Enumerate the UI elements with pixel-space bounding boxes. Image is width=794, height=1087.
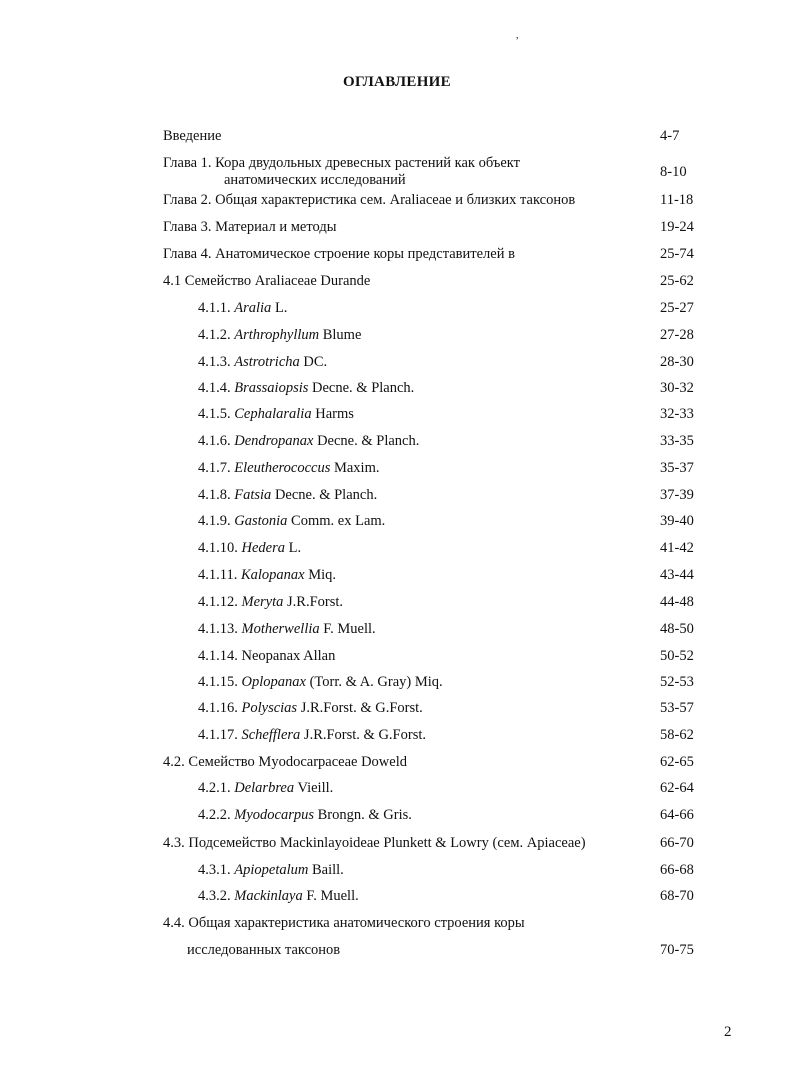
toc-text: 4.1.2. [198, 327, 235, 343]
toc-text: 4.1.8. [198, 487, 235, 503]
toc-page-range: 43-44 [660, 567, 694, 583]
toc-text: J.R.Forst. & G.Forst. [297, 700, 423, 716]
toc-page-range: 62-64 [660, 780, 694, 796]
toc-text: 4.1.13. [198, 621, 242, 637]
toc-entry-title [198, 354, 327, 371]
toc-entry-title [198, 433, 419, 450]
toc-text: 4.1.7. [198, 460, 235, 476]
taxon-name: Mackinlaya [234, 888, 303, 904]
toc-page-range: 25-74 [660, 246, 694, 262]
taxon-name: Dendropanax [234, 433, 314, 449]
toc-page-range: 66-70 [660, 835, 694, 851]
toc-page-range: 30-32 [660, 380, 694, 396]
toc-text: F. Muell. [302, 888, 359, 904]
toc-entry-title [163, 835, 586, 852]
toc-text: Глава 1. Кора двудольных древесных растений как объект [163, 155, 520, 171]
toc-page-range: 66-68 [660, 862, 694, 878]
toc-text: 4.1.15. [198, 674, 242, 690]
toc-entry-title [198, 406, 354, 423]
toc-page-range: 8-10 [660, 164, 687, 180]
toc-entry-title [163, 219, 336, 236]
taxon-name: Motherwellia [241, 621, 320, 637]
toc-text: 4.1.4. [198, 380, 235, 396]
toc-page-range: 68-70 [660, 888, 694, 904]
toc-text: Глава 4. Анатомическое строение коры представителей в [163, 246, 515, 262]
toc-page-range: 39-40 [660, 513, 694, 529]
toc-entry-title [163, 128, 221, 145]
taxon-name: Myodocarpus [234, 807, 314, 823]
toc-entry-title [198, 327, 361, 344]
toc-entry-title [198, 674, 443, 691]
toc-text: Глава 3. Материал и методы [163, 219, 337, 235]
toc-entry-title [163, 273, 370, 290]
toc-text: Введение [163, 128, 222, 144]
toc-entry-title [198, 567, 336, 584]
toc-text: Decne. & Planch. [313, 433, 420, 449]
toc-page-range: 70-75 [660, 942, 694, 958]
toc-page-range: 32-33 [660, 406, 694, 422]
toc-page-range: 53-57 [660, 700, 694, 716]
toc-text: Maxim. [330, 460, 380, 476]
toc-entry-title [198, 888, 359, 905]
taxon-name: Apiopetalum [234, 862, 309, 878]
toc-text: (Torr. & A. Gray) Miq. [305, 674, 443, 690]
toc-text: 4.1.9. [198, 513, 235, 529]
toc-text: DC. [299, 354, 328, 370]
toc-entry-title [198, 594, 343, 611]
taxon-name: Polyscias [241, 700, 298, 716]
page-number: 2 [724, 1024, 732, 1040]
toc-page-range: 11-18 [660, 192, 694, 208]
toc-entry-title [198, 540, 301, 557]
toc-page-range: 64-66 [660, 807, 694, 823]
taxon-name: Astrotricha [234, 354, 300, 370]
toc-text: J.R.Forst. & G.Forst. [300, 727, 426, 743]
toc-page-range: 33-35 [660, 433, 694, 449]
toc-page-range: 52-53 [660, 674, 694, 690]
toc-text: Comm. ex Lam. [287, 513, 386, 529]
taxon-name: Arthrophyllum [234, 327, 320, 343]
toc-page-range: 58-62 [660, 727, 694, 743]
toc-entry-title [198, 700, 423, 717]
taxon-name: Schefflera [241, 727, 301, 743]
taxon-name: Kalopanax [240, 567, 305, 583]
toc-entry-title [198, 380, 414, 397]
taxon-name: Brassaiopsis [234, 380, 309, 396]
toc-text: 4.1.10. [198, 540, 242, 556]
toc-text: 4.2.1. [198, 780, 235, 796]
toc-entry-title [198, 727, 426, 744]
toc-text: 4.1.14. Neopanax Allan [198, 648, 336, 664]
taxon-name: Aralia [234, 300, 272, 316]
toc-text: 4.1.11. [198, 567, 241, 583]
toc-text: Harms [311, 406, 354, 422]
toc-entry-title [198, 300, 287, 317]
toc-text: 4.1.12. [198, 594, 242, 610]
toc-entry-title [198, 513, 385, 530]
toc-entry-title [198, 460, 379, 477]
taxon-name: Oplopanax [241, 674, 306, 690]
toc-entry-title [163, 915, 525, 932]
toc-text: Miq. [304, 567, 337, 583]
toc-text: Brongn. & Gris. [314, 807, 412, 823]
toc-page-range: 62-65 [660, 754, 694, 770]
toc-entry-title [163, 754, 407, 771]
toc-page-range: 41-42 [660, 540, 694, 556]
toc-text: 4.1.1. [198, 300, 235, 316]
toc-text: 4.4. Общая характеристика анатомического строения коры [163, 915, 525, 931]
toc-entry-title [198, 807, 412, 824]
taxon-name: Hedera [241, 540, 285, 556]
taxon-name: Meryta [241, 594, 284, 610]
taxon-name: Cephalaralia [234, 406, 312, 422]
toc-page-range: 48-50 [660, 621, 694, 637]
toc-entry-title [198, 648, 335, 665]
toc-page-range: 25-27 [660, 300, 694, 316]
toc-text: 4.3.1. [198, 862, 235, 878]
toc-text: 4.1.16. [198, 700, 242, 716]
toc-text: 4.3. Подсемейство Mackinlayoideae Plunkett & Lowry (сем. Apiaceae) [163, 835, 586, 851]
toc-text: 4.1 Семейство Araliaceae Durande [163, 273, 371, 289]
toc-text: Baill. [308, 862, 344, 878]
page-title: ОГЛАВЛЕНИЕ [343, 74, 451, 90]
toc-text: 4.2.2. [198, 807, 235, 823]
toc-entry-continuation: анатомических исследований [224, 172, 406, 188]
toc-text: Глава 2. Общая характеристика сем. Araliaceae и близких таксонов [163, 192, 576, 208]
toc-entry-title [198, 487, 377, 504]
toc-page-range: 27-28 [660, 327, 694, 343]
toc-page-range: 37-39 [660, 487, 694, 503]
taxon-name: Eleutherococcus [234, 460, 331, 476]
toc-text: 4.1.6. [198, 433, 235, 449]
toc-page-range: 50-52 [660, 648, 694, 664]
toc-text: исследованных таксонов [187, 942, 341, 958]
taxon-name: Delarbrea [234, 780, 295, 796]
toc-page-range: 28-30 [660, 354, 694, 370]
toc-page-range: 19-24 [660, 219, 694, 235]
toc-text: J.R.Forst. [283, 594, 344, 610]
toc-text: F. Muell. [319, 621, 376, 637]
taxon-name: Gastonia [234, 513, 288, 529]
toc-page-range: 4-7 [660, 128, 680, 144]
toc-entry-title [198, 621, 376, 638]
toc-entry-title [163, 246, 515, 263]
toc-page-range: 44-48 [660, 594, 694, 610]
toc-text: L. [285, 540, 302, 556]
toc-text: L. [271, 300, 288, 316]
toc-entry-title [163, 192, 575, 209]
toc-text: 4.3.2. [198, 888, 235, 904]
toc-text: 4.2. Семейство Myodocarpaceae Doweld [163, 754, 407, 770]
toc-entry-title [163, 155, 520, 172]
toc-text: Decne. & Planch. [271, 487, 378, 503]
toc-page-range: 25-62 [660, 273, 694, 289]
toc-page-range: 35-37 [660, 460, 694, 476]
toc-text: 4.1.5. [198, 406, 235, 422]
scan-speck: , [516, 30, 519, 41]
toc-entry-title [198, 862, 344, 879]
toc-entry-title [187, 942, 340, 959]
toc-text: 4.1.17. [198, 727, 242, 743]
toc-text: Vieill. [294, 780, 334, 796]
toc-entry-title [198, 780, 333, 797]
taxon-name: Fatsia [234, 487, 272, 503]
toc-text: 4.1.3. [198, 354, 235, 370]
toc-text: Blume [319, 327, 362, 343]
toc-text: Decne. & Planch. [308, 380, 415, 396]
